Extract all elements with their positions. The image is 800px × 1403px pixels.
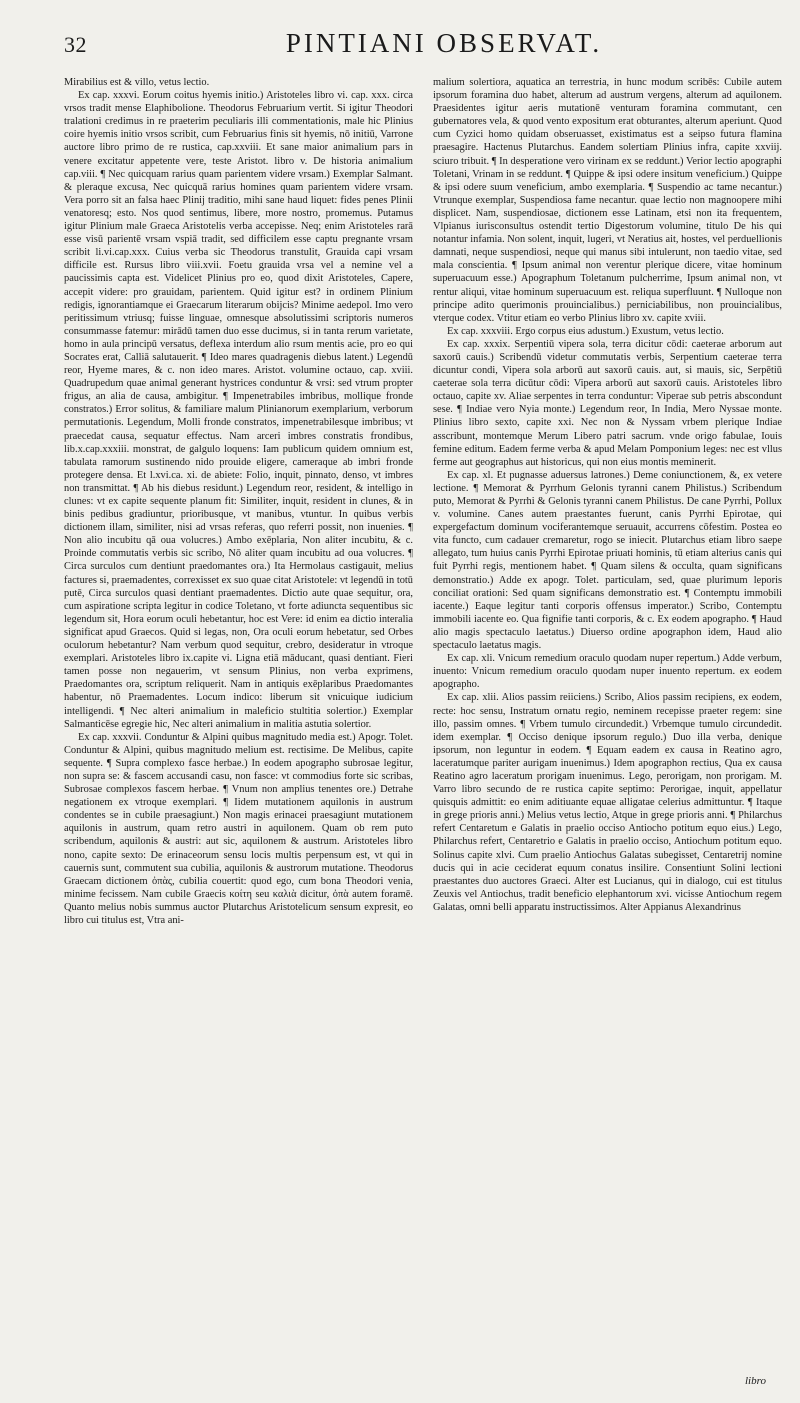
running-title: PINTIANI OBSERVAT.: [285, 28, 603, 58]
paragraph: Ex cap. xl. Et pugnasse aduersus latrones.) Deme coniunctionem, &, ex vetere lectione. ¶ Memorat & Pyrrhum Gelonis tyranni canem Philistus.) Scribendum puto, Memorat & Pyrrhi & Gelonis tyranni canem Philistus. De cane Pyrrhi, Pollux v. volumine. Canes autem praestantes fuerunt, canis Pyrrhi Epirotae, qui expergefactum dominum vociferantemque seruauit, accurrens cōfestim. Postea eo vita functo, cum cadauer cremaretur, rogo se iniecit. Plutarchus etiam libro saepe allegato, tum huius canis Pyrrhi Epirotae priuati hominis, tū etiam alterius canis qui fuit Pyrrhi regis, mentionem habet. ¶ Quam silens & occulta, quam significans demonstratio.) Adde ex apogr. Tolet. particulam, sed, quae plurimum leporis conciliat orationi: Sed quam significans demonstratio est. ¶ Contemptu immobili iacente.) Eaque legitur tanti corporis offensus imperator.) Scribo, Contemptu immobili iacente eo. Qua fignifie tanti corporis, & c. Ex eodem apographo. ¶ Haud alio magis spectaculo laetatus.) Diuerso ordine apographon idem, Haud alio spectaculo laetatus magis.: [433, 469, 782, 652]
paragraph: Mirabilius est & villo, vetus lectio.: [64, 77, 210, 88]
page-number: 32: [64, 32, 87, 57]
catchword: libro: [745, 1375, 766, 1387]
paragraph: Ex cap. xxxviii. Ergo corpus eius adustum.) Exustum, vetus lectio.: [447, 325, 724, 337]
paragraph: Ex cap. xxxix. Serpentiū vipera sola, terra dicitur cōdi: caeterae arborum aut saxorū cauis.) Scribendū videtur commutatis verbis, Serpentium caeterae terra dicuntur condi, Vipera sola arborū aut saxorū cauis. aut, si mauis, sic, Serpētiū caeterae sola terra dicūtur cōdi: Vipera arborū aut saxorū cauis. Aristoteles libro octauo, capite xv. Aliae serpentes in terra conduntur: Viperae sub petris abscondunt sese. ¶ Indiae vero Nyia monte.) Legendum reor, In India, Mero Nyssae monte. Plinius libro sexto, capite xxi. Nec non & Nyssam vrbem plerique Indiae asscribunt, montemque Merum Libero patri sacrum. vnde origo fabulae, Iouis femine editum. Eadem ferme verba & apud Melam Pomponium leges: nec est vllus ferme aut geographus aut historicus, qui non eius montis meminerit.: [433, 338, 782, 468]
left-column: [64, 76, 413, 1376]
right-column: [433, 76, 782, 1376]
paragraph: Ex cap. xxxvii. Conduntur & Alpini quibus magnitudo media est.) Apogr. Tolet. Conduntur & Alpini, quibus magnitudo melium est. rectisime. De Melibus, capite sequente. ¶ Supra complexo fasce herbae.) In eodem apographo subrosae legitur, non supra se: & fascem accusandi casu, non fasce: vt commodius forte sic scribas, Subrosae complexos fascem herbae. ¶ Vnum non amplius tenentes ore.) Detrahe negationem ex vtroque exemplari. ¶ Iidem mutationem aquilonis in austrum condentes se in cubile praesagiunt.) Non magis erinacei praesagiunt mutationem aquilonis in austrum, quam retro austri in aquilonem. Quam ob rem puto scribendum, aquilonis & austri: aut sic, aquilonem & austrum. Aristoteles libro nono, capite sexto: De erinaceorum sensu locis multis perpensum est, vt qui in cauernis sunt, commutent sua cubilia, aquilonis & austrorum mutatione. Theodorus Graecam dictionem ὀπὰς, cubilia couertit: quod ego, cum bona Theodori venia, minime fecissem. Nam cubile Graecis κοίτη seu καλιὰ dicitur, ὀπὰ autem foramē. Quanto melius nobis summus auctor Plutarchus Aristotelicum sensum expresit, eo libro cui titulus est, Vtra ani-: [64, 731, 413, 926]
text-columns: [64, 76, 782, 1376]
paragraph: Ex cap. xxxvi. Eorum coitus hyemis initio.) Aristoteles libro vi. cap. xxx. circa vrsos tradit mense Elaphibolione. Theodorus Februarium vertit. Si igitur Theodori tralationi credimus in re praeterim peculiaris illi commentationis, male hic Plinius coire hyemis initio vrsos scribit, cum Februarius finis sit hyemis, nō initiū, Varrone auctore libro primo de re rustica, cap.xxviii. Et sane maior animalium pars in venere excitatur appetente vere, teste Aristot. libro v. De historia animalium cap.viii. ¶ Nec quicquam rarius quam parientem videre vrsam.) Exemplar Salmant. & pleraque excusa, Nec quicquā rarius homines quam parientem videre vrsam. Vera porro sit an falsa haec Plinij traditio, mihi sane haud liquet: fides penes Plinii venatoresq; esto. Nos quod sentimus, libere, more nostro, promemus. Putamus igitur Plinium male Graeca Aristotelis verba accepisse. Neq; enim Aristoteles rarā esse visū parientē vrsam vspiā tradit, sed difficilem esse captu pregnante vrsam scribit li.vi.cap.xxx. Cuius verba sic Theodorus transtulit, Grauida capi vrsam difficile est. Rursus libro viii.xvii. Foetu grauida vrsa vel a nemine vel a paucissimis capta est. Videlicet Plinius pro eo, quod dixit Aristoteles, Capere, accepit videre: pro grauidam, parientem. Quid igitur est? in ordinem Plinium redigis, ignorantiamque ei Graecarum literarum obijcis? Minime aedepol. Imo vero peritissimum vtriusq; fuisse linguae, omnesque absolutissimi scriptoris numeros consummasse fatemur: mirādū tamen duo esse ducimus, si in tanta rerum varietate, homo in aula principū versatus, deflexa interdum alio rsum mentis acie, pro eo qui Socrates erat, Calliā salutauerit. ¶ Ideo mares quadragenis diebus latent.) Legendū reor, Hyeme mares, & c. non ideo mares. Aristot. volumine octauo, cap. xviii. Quadrupedum quae animal generant hystrices conduntur & vrsi: sed vtrum propter frigus, an alia de causa, ambigitur. ¶ Impenetrabiles imbribus, mollique fronde constratos.) Error solitus, & familiare malum Plinianorum exemplarium, verborum permutationis. Legendum, Molli fronde constratos, impenetrabilesque imbribus; vt praecedat causa, sequatur effectus. Nam arceri imbres constratis frondibus, lib.x.cap.xxxiii. monstrat, de galgulo loquens: Iam publicum quidem omnium est, tabulata ramorum sustinendo nido prouide eligere, cameraque ab imbri fronde protegere densa. Et l.xvi.ca. xi. de abiete: Folio, inquit, pinnato, denso, vt imbres non transmittat. ¶ Ab his diebus residunt.) Legendum reor, resident, & intelligo in clunes: vt ex capite sequente planum fit: Similiter, inquit, resident in clunes, & in binis pedibus gradiuntur, prioribusque, vt manibus, vtuntur. In quibus verbis dictionem illam, similiter, nisi ad vrsas referas, quo referri possit, non inuenies. ¶ Non alio incubitu qā oua volucres.) Ambo exēplaria, Non aliter incubitu, & c. Proinde commutatis verbis sic scribo, Nō aliter quam incubitu ad oua volucres. ¶ Circa surculos cum dentiunt praedomantes ora.) Ita Hermolaus castigauit, melius factures si, praemadentes, correxisset ex suo quae citat Aristotele: vt legendū in totū putē, Circa surculos quasi dentiant praemadentes. Dictio aute quae sequitur, ora, cum aspiratione scripta legitur in codice Toletano, vt forte adiuncta sequentibus sic legendum sit, Hora eorum oculi hebetantur, hoc est Vere: id enim ea dictio interalia significat apud Graecos. Quid si legas, non, Ora oculi eorum hebetatur, sed Orbes oculorum hebetantur? Nam verbum quod sequitur, crebro, desideratur in vtroque exemplari. Aristoteles libro ix.capite vi. Ligna etiā māducant, quasi dentiant. Fieri tamen posse non negauerim, vt sensum Plinius, non verba exprimens, Praedomantes ora, scriptum reliquerit. Nam in antiquis exēplaribus Praedomantes habentur, nō Praemadentes. Locum indico: liberum sit vnicuique iudicium intelligendi. ¶ Nec alteri animalium in maleficio stultitia solertior.) Exemplar Salmanticēse egregie hic, Nec alteri animalium in malitia astutia solertior.: [64, 90, 413, 730]
paragraph: Ex cap. xli. Vnicum remedium oraculo quodam nuper repertum.) Adde verbum, inuento: Vnicum remedium oraculo quodam nuper inuento repertum. ex eodem apographo.: [433, 653, 782, 691]
page-header: [64, 28, 764, 68]
paragraph: Ex cap. xlii. Alios passim reiiciens.) Scribo, Alios passim recipiens, ex eodem, recte: hoc sensu, Instratum ornatu regio, neminem recepisse praeter regem: sine illo, passim omnes. ¶ Vrbem tumulo circundedit.) Vrbemque tumulo circundedit. idem exemplar. ¶ Occiso denique ipsorum regulo.) Duo illa verba, denique ipsorum, non leguntur in eodem. ¶ Equam eadem ex causa in Reatino agro, laceratumque pariter aurigam inuenimus.) Idem apographon rectius, Qua ex causa Reatino agro laceratum prorigam inuenimus. Lego, perorigam, non prorigam. M. Varro libro secundo de re rustica capite septimo: Perorigae, inquit, appellatur quisquis admittit: eo enim aditiuante equae alligatae celerius admittuntur. ¶ Itaque in grege prioris anni.) Melius vetus lectio, Atque in grege prioris anni. ¶ Philarchus refert Centaretum e Galatis in praelio occiso Antiocho potitum equo eius.) Lego, Philarchus refert, Centaretrio e Galatis in praelio occiso, Antiochum potitum equo. Solinus capite xlvi. Cum praelio Antiochus Galatas subegisset, Centaretrij nomine ducis qui in acie ceciderat equum conatus insilire. Consentiunt Solini lectioni praestantes duo auctores Graeci. Alter est Lucianus, qui in dialogo, cui est titulus Zeuxis vel Antiochus, tradit beneficio elephantorum xvi. vicisse Antiochum regem Galatas, omni belli apparatu instructissimos. Alter Appianus Alexandrinus: [433, 692, 782, 913]
paragraph: malium solertiora, aquatica an terrestria, in hunc modum scribēs: Cubile autem ipsorum foramina duo habet, alterum ad austrum vergens, alterum ad aquilonem. Praesidentes igitur aeris mutationē venturam foramina commutant, cen gubernatores vela, & quod vento expositum erat obturantes, alterum aperiunt. Quod cum Cyzici homo quidam obseruasset, existimatus est a seipso futura flamina praesagire. Hactenus Plutarchus. Eandem solertiam Plinius infra, capite xxviij. sciuro tribuit. ¶ In desperatione vero virinam ex se reddunt.) Verior lectio apographi Toletani, Vrinam in se reddunt. ¶ Quippe & ipsi odere insitum veneficium.) Quippe & ipsi odere suum veneficium, ambo exemplaria. ¶ Suspendio ac tame necantur.) Vtrunque exemplar, Suspendiosa fame necantur. quae lectio non magnoopere mihi displicet. Nam, suspendiosae, dictionem esse Latinam, etsi non ita frequentem, Vlpianus iurisconsultus ostendit tertio Digestorum volumine, titulo De his qui notantur infamia. Non solent, inquit, lugeri, vt Neratius ait, hostes, vel perduellionis damnati, neque suspendiosi, neque qui manus sibi intulerunt, non taedio vitae, sed mala conscientia. ¶ Ipsum animal non verentur plerique dicere, vitae hominum superuacuum esse.) Apographum Toletanum pulcherrime, Ipsum animal non, vt rentur aliqui, vitae hominum superuacuum est. reliqua superfluunt. ¶ Nulloque non principe adito querimonis prouincialibus.) perniciabilibus, non prouincialibus, vterque codex. Vtitur etiam eo verbo Plinius libro xv. capite xviii.: [433, 77, 782, 324]
